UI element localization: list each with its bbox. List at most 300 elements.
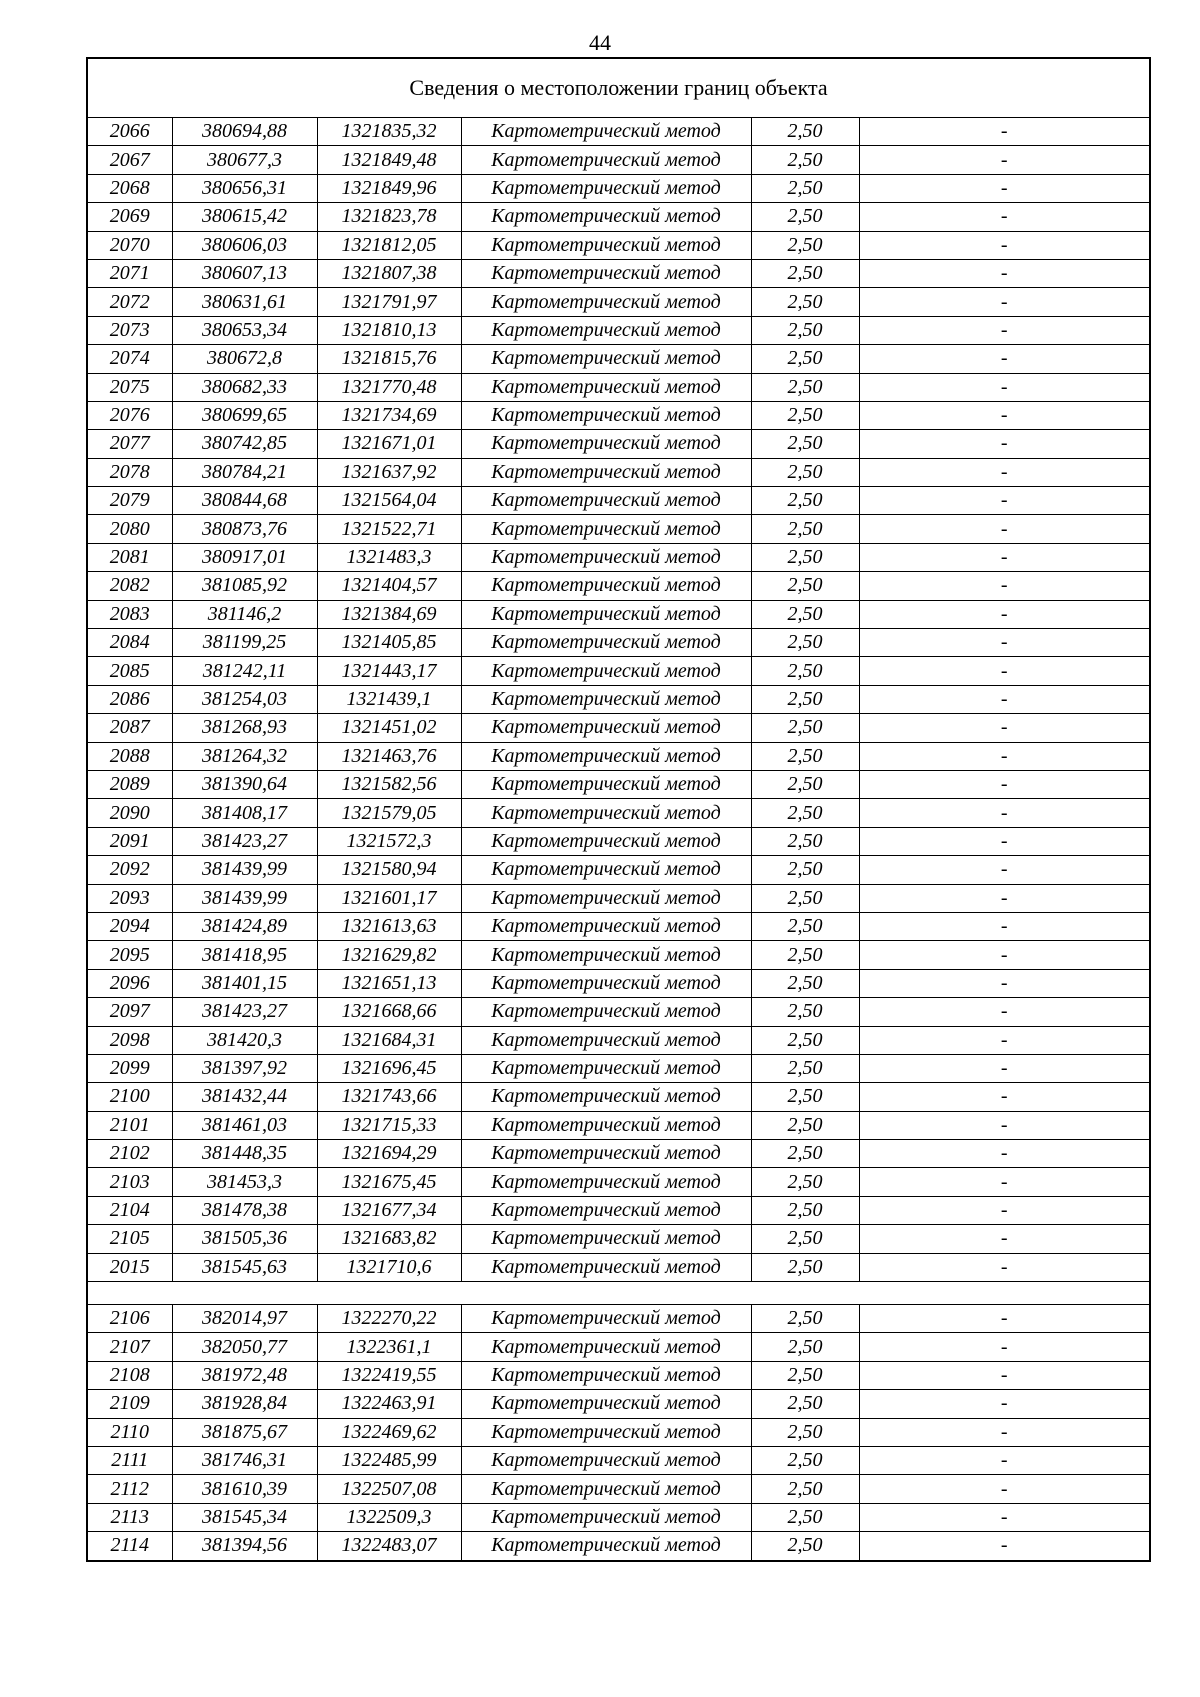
x-coordinate-cell: 382050,77 — [172, 1333, 317, 1361]
description-cell: - — [859, 572, 1150, 600]
x-coordinate-cell: 381242,11 — [172, 657, 317, 685]
description-cell: - — [859, 1196, 1150, 1224]
method-cell: Картометрический метод — [461, 259, 751, 287]
point-number-cell: 2093 — [87, 884, 172, 912]
table-row — [87, 884, 1150, 912]
table-row — [87, 1446, 1150, 1474]
point-number-cell: 2096 — [87, 969, 172, 997]
accuracy-cell: 2,50 — [751, 288, 859, 316]
method-cell: Картометрический метод — [461, 770, 751, 798]
point-number-cell: 2090 — [87, 799, 172, 827]
description-cell: - — [859, 1225, 1150, 1253]
description-cell: - — [859, 1140, 1150, 1168]
x-coordinate-cell: 380844,68 — [172, 487, 317, 515]
description-cell: - — [859, 998, 1150, 1026]
description-cell: - — [859, 657, 1150, 685]
point-number-cell: 2069 — [87, 203, 172, 231]
point-number-cell: 2100 — [87, 1083, 172, 1111]
point-number-cell: 2081 — [87, 543, 172, 571]
table-row — [87, 1225, 1150, 1253]
table-row — [87, 1475, 1150, 1503]
description-cell: - — [859, 884, 1150, 912]
x-coordinate-cell: 380677,3 — [172, 146, 317, 174]
y-coordinate-cell: 1321743,66 — [317, 1083, 461, 1111]
point-number-cell: 2097 — [87, 998, 172, 1026]
accuracy-cell: 2,50 — [751, 203, 859, 231]
method-cell: Картометрический метод — [461, 1253, 751, 1281]
method-cell: Картометрический метод — [461, 515, 751, 543]
point-number-cell: 2094 — [87, 912, 172, 940]
y-coordinate-cell: 1321684,31 — [317, 1026, 461, 1054]
accuracy-cell: 2,50 — [751, 259, 859, 287]
description-cell: - — [859, 458, 1150, 486]
y-coordinate-cell: 1322463,91 — [317, 1390, 461, 1418]
table-title-row — [87, 58, 1150, 118]
page-number: 44 — [589, 30, 611, 55]
point-number-cell: 2073 — [87, 316, 172, 344]
accuracy-cell: 2,50 — [751, 657, 859, 685]
x-coordinate-cell: 381610,39 — [172, 1475, 317, 1503]
point-number-cell: 2099 — [87, 1054, 172, 1082]
table-row — [87, 1253, 1150, 1281]
description-cell: - — [859, 827, 1150, 855]
point-number-cell: 2078 — [87, 458, 172, 486]
method-cell: Картометрический метод — [461, 799, 751, 827]
point-number-cell: 2104 — [87, 1196, 172, 1224]
x-coordinate-cell: 381268,93 — [172, 714, 317, 742]
y-coordinate-cell: 1321613,63 — [317, 912, 461, 940]
accuracy-cell: 2,50 — [751, 1196, 859, 1224]
accuracy-cell: 2,50 — [751, 714, 859, 742]
accuracy-cell: 2,50 — [751, 742, 859, 770]
description-cell: - — [859, 203, 1150, 231]
table-row — [87, 629, 1150, 657]
point-number-cell: 2112 — [87, 1475, 172, 1503]
method-cell: Картометрический метод — [461, 487, 751, 515]
accuracy-cell: 2,50 — [751, 629, 859, 657]
accuracy-cell: 2,50 — [751, 1333, 859, 1361]
x-coordinate-cell: 381478,38 — [172, 1196, 317, 1224]
table-row — [87, 401, 1150, 429]
method-cell: Картометрический метод — [461, 941, 751, 969]
y-coordinate-cell: 1321734,69 — [317, 401, 461, 429]
point-number-cell: 2066 — [87, 118, 172, 146]
method-cell: Картометрический метод — [461, 373, 751, 401]
description-cell: - — [859, 714, 1150, 742]
table-row — [87, 543, 1150, 571]
x-coordinate-cell: 381972,48 — [172, 1361, 317, 1389]
method-cell: Картометрический метод — [461, 685, 751, 713]
x-coordinate-cell: 381423,27 — [172, 827, 317, 855]
description-cell: - — [859, 941, 1150, 969]
accuracy-cell: 2,50 — [751, 146, 859, 174]
description-cell: - — [859, 1390, 1150, 1418]
y-coordinate-cell: 1322485,99 — [317, 1446, 461, 1474]
table-row — [87, 827, 1150, 855]
x-coordinate-cell: 381432,44 — [172, 1083, 317, 1111]
table-row — [87, 146, 1150, 174]
method-cell: Картометрический метод — [461, 1140, 751, 1168]
y-coordinate-cell: 1321715,33 — [317, 1111, 461, 1139]
description-cell: - — [859, 487, 1150, 515]
y-coordinate-cell: 1321483,3 — [317, 543, 461, 571]
description-cell: - — [859, 1361, 1150, 1389]
description-cell: - — [859, 1054, 1150, 1082]
x-coordinate-cell: 380784,21 — [172, 458, 317, 486]
method-cell: Картометрический метод — [461, 600, 751, 628]
point-number-cell: 2106 — [87, 1305, 172, 1333]
description-cell: - — [859, 912, 1150, 940]
table-row — [87, 174, 1150, 202]
y-coordinate-cell: 1321405,85 — [317, 629, 461, 657]
point-number-cell: 2082 — [87, 572, 172, 600]
method-cell: Картометрический метод — [461, 231, 751, 259]
description-cell: - — [859, 401, 1150, 429]
description-cell: - — [859, 259, 1150, 287]
method-cell: Картометрический метод — [461, 288, 751, 316]
accuracy-cell: 2,50 — [751, 1305, 859, 1333]
description-cell: - — [859, 373, 1150, 401]
y-coordinate-cell: 1322507,08 — [317, 1475, 461, 1503]
x-coordinate-cell: 381439,99 — [172, 856, 317, 884]
x-coordinate-cell: 380656,31 — [172, 174, 317, 202]
description-cell: - — [859, 1253, 1150, 1281]
description-cell: - — [859, 685, 1150, 713]
method-cell: Картометрический метод — [461, 1305, 751, 1333]
x-coordinate-cell: 380615,42 — [172, 203, 317, 231]
accuracy-cell: 2,50 — [751, 884, 859, 912]
y-coordinate-cell: 1321791,97 — [317, 288, 461, 316]
x-coordinate-cell: 381254,03 — [172, 685, 317, 713]
table-row — [87, 799, 1150, 827]
accuracy-cell: 2,50 — [751, 118, 859, 146]
accuracy-cell: 2,50 — [751, 856, 859, 884]
table-row — [87, 1333, 1150, 1361]
accuracy-cell: 2,50 — [751, 1140, 859, 1168]
y-coordinate-cell: 1321384,69 — [317, 600, 461, 628]
point-number-cell: 2111 — [87, 1446, 172, 1474]
method-cell: Картометрический метод — [461, 912, 751, 940]
point-number-cell: 2079 — [87, 487, 172, 515]
method-cell: Картометрический метод — [461, 1532, 751, 1561]
description-cell: - — [859, 146, 1150, 174]
table-body — [87, 58, 1150, 1561]
x-coordinate-cell: 381397,92 — [172, 1054, 317, 1082]
method-cell: Картометрический метод — [461, 1361, 751, 1389]
y-coordinate-cell: 1321451,02 — [317, 714, 461, 742]
method-cell: Картометрический метод — [461, 714, 751, 742]
x-coordinate-cell: 381453,3 — [172, 1168, 317, 1196]
y-coordinate-cell: 1321710,6 — [317, 1253, 461, 1281]
accuracy-cell: 2,50 — [751, 487, 859, 515]
x-coordinate-cell: 381424,89 — [172, 912, 317, 940]
table-row — [87, 770, 1150, 798]
y-coordinate-cell: 1321812,05 — [317, 231, 461, 259]
x-coordinate-cell: 380694,88 — [172, 118, 317, 146]
method-cell: Картометрический метод — [461, 543, 751, 571]
method-cell: Картометрический метод — [461, 401, 751, 429]
description-cell: - — [859, 288, 1150, 316]
table-row — [87, 487, 1150, 515]
y-coordinate-cell: 1321601,17 — [317, 884, 461, 912]
table-row — [87, 1418, 1150, 1446]
x-coordinate-cell: 381505,36 — [172, 1225, 317, 1253]
method-cell: Картометрический метод — [461, 1418, 751, 1446]
accuracy-cell: 2,50 — [751, 430, 859, 458]
table-row — [87, 685, 1150, 713]
accuracy-cell: 2,50 — [751, 401, 859, 429]
method-cell: Картометрический метод — [461, 1503, 751, 1531]
x-coordinate-cell: 381448,35 — [172, 1140, 317, 1168]
y-coordinate-cell: 1321572,3 — [317, 827, 461, 855]
description-cell: - — [859, 770, 1150, 798]
table-row — [87, 969, 1150, 997]
x-coordinate-cell: 380606,03 — [172, 231, 317, 259]
accuracy-cell: 2,50 — [751, 827, 859, 855]
point-number-cell: 2071 — [87, 259, 172, 287]
accuracy-cell: 2,50 — [751, 912, 859, 940]
point-number-cell: 2086 — [87, 685, 172, 713]
accuracy-cell: 2,50 — [751, 1253, 859, 1281]
y-coordinate-cell: 1321849,48 — [317, 146, 461, 174]
table-row — [87, 856, 1150, 884]
y-coordinate-cell: 1321683,82 — [317, 1225, 461, 1253]
table-row — [87, 742, 1150, 770]
x-coordinate-cell: 381390,64 — [172, 770, 317, 798]
accuracy-cell: 2,50 — [751, 543, 859, 571]
method-cell: Картометрический метод — [461, 1026, 751, 1054]
method-cell: Картометрический метод — [461, 146, 751, 174]
point-number-cell: 2105 — [87, 1225, 172, 1253]
accuracy-cell: 2,50 — [751, 600, 859, 628]
table-row — [87, 515, 1150, 543]
y-coordinate-cell: 1321815,76 — [317, 345, 461, 373]
table-row — [87, 941, 1150, 969]
accuracy-cell: 2,50 — [751, 1111, 859, 1139]
accuracy-cell: 2,50 — [751, 998, 859, 1026]
point-number-cell: 2088 — [87, 742, 172, 770]
method-cell: Картометрический метод — [461, 1475, 751, 1503]
x-coordinate-cell: 381264,32 — [172, 742, 317, 770]
point-number-cell: 2070 — [87, 231, 172, 259]
method-cell: Картометрический метод — [461, 203, 751, 231]
description-cell: - — [859, 1503, 1150, 1531]
table-row — [87, 458, 1150, 486]
description-cell: - — [859, 1168, 1150, 1196]
table-row — [87, 288, 1150, 316]
x-coordinate-cell: 381418,95 — [172, 941, 317, 969]
method-cell: Картометрический метод — [461, 998, 751, 1026]
table-row — [87, 203, 1150, 231]
description-cell: - — [859, 1111, 1150, 1139]
description-cell: - — [859, 231, 1150, 259]
y-coordinate-cell: 1322419,55 — [317, 1361, 461, 1389]
x-coordinate-cell: 380682,33 — [172, 373, 317, 401]
point-number-cell: 2072 — [87, 288, 172, 316]
method-cell: Картометрический метод — [461, 657, 751, 685]
group-separator-cell — [87, 1282, 1150, 1305]
point-number-cell: 2077 — [87, 430, 172, 458]
method-cell: Картометрический метод — [461, 856, 751, 884]
description-cell: - — [859, 345, 1150, 373]
accuracy-cell: 2,50 — [751, 515, 859, 543]
method-cell: Картометрический метод — [461, 458, 751, 486]
point-number-cell: 2113 — [87, 1503, 172, 1531]
group-separator-row — [87, 1282, 1150, 1305]
method-cell: Картометрический метод — [461, 1196, 751, 1224]
y-coordinate-cell: 1321522,71 — [317, 515, 461, 543]
x-coordinate-cell: 381401,15 — [172, 969, 317, 997]
accuracy-cell: 2,50 — [751, 1083, 859, 1111]
table-row — [87, 1054, 1150, 1082]
accuracy-cell: 2,50 — [751, 799, 859, 827]
accuracy-cell: 2,50 — [751, 1168, 859, 1196]
accuracy-cell: 2,50 — [751, 1475, 859, 1503]
x-coordinate-cell: 381085,92 — [172, 572, 317, 600]
accuracy-cell: 2,50 — [751, 458, 859, 486]
y-coordinate-cell: 1321671,01 — [317, 430, 461, 458]
x-coordinate-cell: 381928,84 — [172, 1390, 317, 1418]
accuracy-cell: 2,50 — [751, 1361, 859, 1389]
accuracy-cell: 2,50 — [751, 1446, 859, 1474]
method-cell: Картометрический метод — [461, 430, 751, 458]
table-row — [87, 912, 1150, 940]
point-number-cell: 2074 — [87, 345, 172, 373]
point-number-cell: 2083 — [87, 600, 172, 628]
table-row — [87, 373, 1150, 401]
x-coordinate-cell: 380672,8 — [172, 345, 317, 373]
method-cell: Картометрический метод — [461, 1083, 751, 1111]
description-cell: - — [859, 799, 1150, 827]
point-number-cell: 2101 — [87, 1111, 172, 1139]
table-row — [87, 1196, 1150, 1224]
description-cell: - — [859, 316, 1150, 344]
point-number-cell: 2080 — [87, 515, 172, 543]
description-cell: - — [859, 742, 1150, 770]
y-coordinate-cell: 1321696,45 — [317, 1054, 461, 1082]
y-coordinate-cell: 1322361,1 — [317, 1333, 461, 1361]
method-cell: Картометрический метод — [461, 1390, 751, 1418]
point-number-cell: 2084 — [87, 629, 172, 657]
description-cell: - — [859, 118, 1150, 146]
y-coordinate-cell: 1321835,32 — [317, 118, 461, 146]
x-coordinate-cell: 381461,03 — [172, 1111, 317, 1139]
x-coordinate-cell: 381146,2 — [172, 600, 317, 628]
accuracy-cell: 2,50 — [751, 941, 859, 969]
table-row — [87, 1168, 1150, 1196]
x-coordinate-cell: 380742,85 — [172, 430, 317, 458]
x-coordinate-cell: 380873,76 — [172, 515, 317, 543]
table-row — [87, 572, 1150, 600]
y-coordinate-cell: 1321582,56 — [317, 770, 461, 798]
y-coordinate-cell: 1321651,13 — [317, 969, 461, 997]
table-row — [87, 1111, 1150, 1139]
description-cell: - — [859, 543, 1150, 571]
table-row — [87, 1305, 1150, 1333]
x-coordinate-cell: 380699,65 — [172, 401, 317, 429]
accuracy-cell: 2,50 — [751, 1390, 859, 1418]
table-row — [87, 714, 1150, 742]
point-number-cell: 2098 — [87, 1026, 172, 1054]
description-cell: - — [859, 1305, 1150, 1333]
point-number-cell: 2108 — [87, 1361, 172, 1389]
point-number-cell: 2087 — [87, 714, 172, 742]
description-cell: - — [859, 430, 1150, 458]
method-cell: Картометрический метод — [461, 884, 751, 912]
table-row — [87, 316, 1150, 344]
point-number-cell: 2107 — [87, 1333, 172, 1361]
y-coordinate-cell: 1321564,04 — [317, 487, 461, 515]
y-coordinate-cell: 1321807,38 — [317, 259, 461, 287]
accuracy-cell: 2,50 — [751, 685, 859, 713]
table-title: Сведения о местоположении границ объекта — [87, 58, 1150, 118]
y-coordinate-cell: 1321694,29 — [317, 1140, 461, 1168]
point-number-cell: 2076 — [87, 401, 172, 429]
table-row — [87, 259, 1150, 287]
method-cell: Картометрический метод — [461, 1446, 751, 1474]
method-cell: Картометрический метод — [461, 1111, 751, 1139]
point-number-cell: 2075 — [87, 373, 172, 401]
x-coordinate-cell: 381408,17 — [172, 799, 317, 827]
point-number-cell: 2109 — [87, 1390, 172, 1418]
table-row — [87, 1140, 1150, 1168]
method-cell: Картометрический метод — [461, 118, 751, 146]
accuracy-cell: 2,50 — [751, 1225, 859, 1253]
y-coordinate-cell: 1322509,3 — [317, 1503, 461, 1531]
method-cell: Картометрический метод — [461, 316, 751, 344]
table-row — [87, 1503, 1150, 1531]
method-cell: Картометрический метод — [461, 1225, 751, 1253]
point-number-cell: 2015 — [87, 1253, 172, 1281]
table-row — [87, 1361, 1150, 1389]
x-coordinate-cell: 381875,67 — [172, 1418, 317, 1446]
point-number-cell: 2091 — [87, 827, 172, 855]
y-coordinate-cell: 1322469,62 — [317, 1418, 461, 1446]
y-coordinate-cell: 1322483,07 — [317, 1532, 461, 1561]
x-coordinate-cell: 381420,3 — [172, 1026, 317, 1054]
table-row — [87, 998, 1150, 1026]
accuracy-cell: 2,50 — [751, 969, 859, 997]
y-coordinate-cell: 1321439,1 — [317, 685, 461, 713]
method-cell: Картометрический метод — [461, 1168, 751, 1196]
accuracy-cell: 2,50 — [751, 345, 859, 373]
accuracy-cell: 2,50 — [751, 1026, 859, 1054]
accuracy-cell: 2,50 — [751, 572, 859, 600]
table-row — [87, 345, 1150, 373]
y-coordinate-cell: 1321770,48 — [317, 373, 461, 401]
y-coordinate-cell: 1321677,34 — [317, 1196, 461, 1224]
y-coordinate-cell: 1321629,82 — [317, 941, 461, 969]
y-coordinate-cell: 1321579,05 — [317, 799, 461, 827]
table-row — [87, 430, 1150, 458]
description-cell: - — [859, 856, 1150, 884]
description-cell: - — [859, 1532, 1150, 1561]
table-row — [87, 1083, 1150, 1111]
description-cell: - — [859, 1446, 1150, 1474]
description-cell: - — [859, 629, 1150, 657]
point-number-cell: 2103 — [87, 1168, 172, 1196]
y-coordinate-cell: 1321463,76 — [317, 742, 461, 770]
description-cell: - — [859, 1475, 1150, 1503]
y-coordinate-cell: 1321443,17 — [317, 657, 461, 685]
description-cell: - — [859, 174, 1150, 202]
accuracy-cell: 2,50 — [751, 770, 859, 798]
description-cell: - — [859, 1418, 1150, 1446]
description-cell: - — [859, 1333, 1150, 1361]
x-coordinate-cell: 381394,56 — [172, 1532, 317, 1561]
boundary-table — [86, 57, 1151, 1562]
y-coordinate-cell: 1322270,22 — [317, 1305, 461, 1333]
